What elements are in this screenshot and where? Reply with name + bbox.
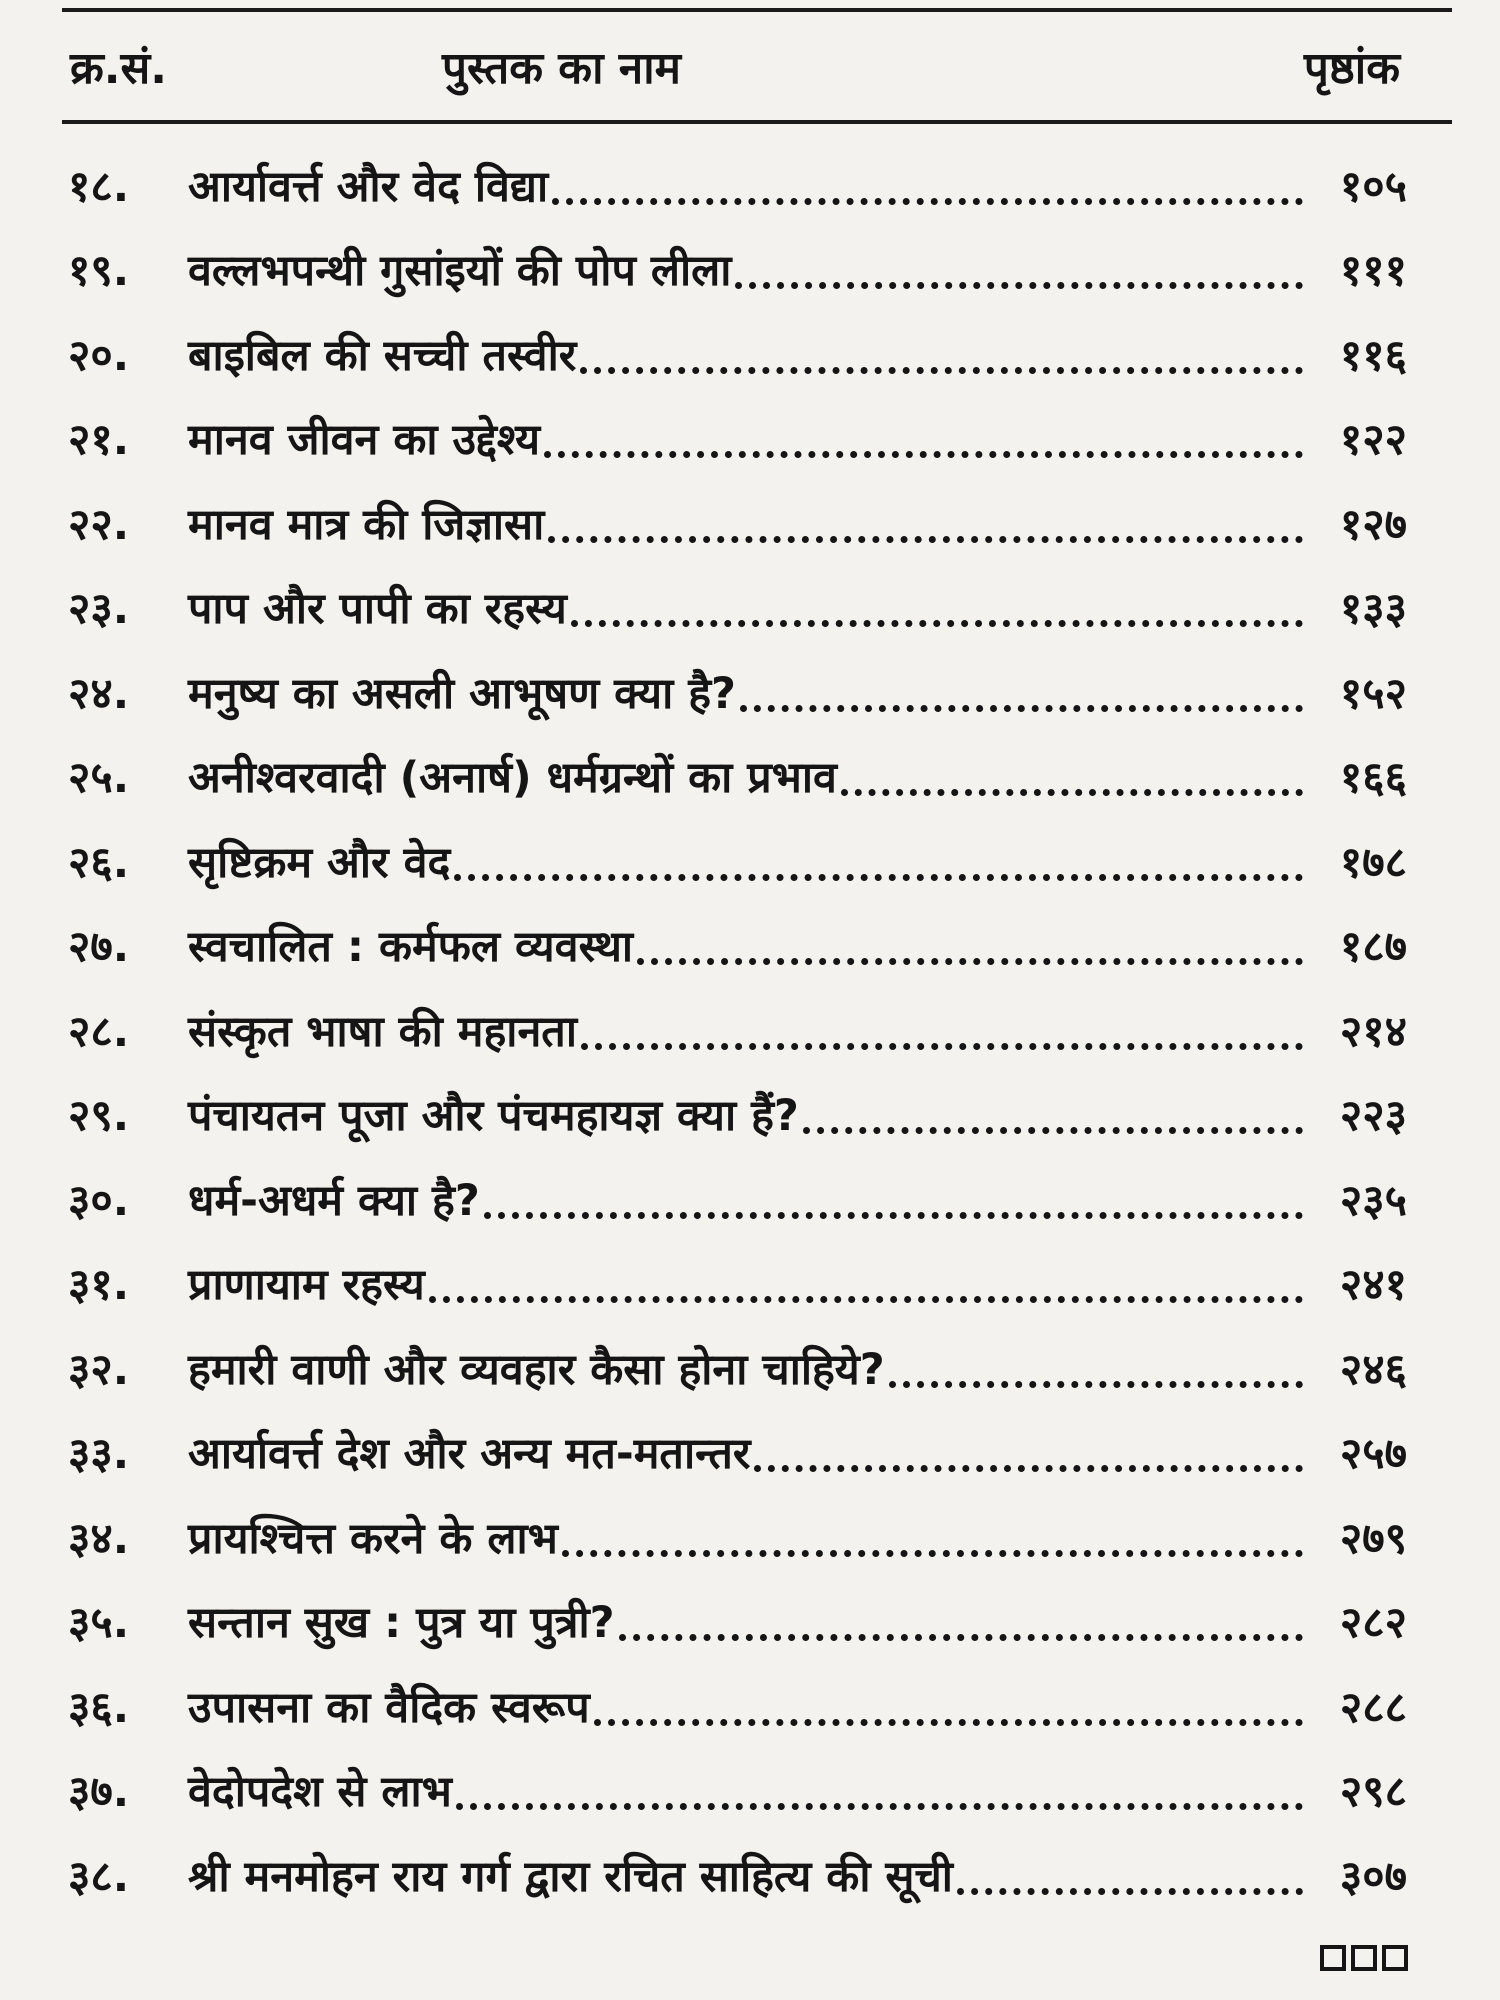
dot-leader	[841, 789, 1303, 796]
dot-leader	[594, 1719, 1303, 1726]
entry-title: बाइबिल की सच्ची तस्वीर	[188, 330, 577, 381]
entry-number: २८.	[68, 1006, 130, 1057]
dot-leader	[454, 874, 1303, 881]
entry-title: हमारी वाणी और व्यवहार कैसा होना चाहिये?	[188, 1344, 885, 1395]
toc-entry	[62, 1156, 1407, 1241]
entry-title: आर्यावर्त्त देश और अन्य मत-मतान्तर	[188, 1429, 751, 1480]
toc-entry	[62, 1410, 1407, 1495]
entry-number: २०.	[68, 330, 130, 381]
entry-number: २७.	[68, 922, 130, 973]
entry-title: मानव मात्र की जिज्ञासा	[188, 499, 545, 550]
toc-entry	[62, 1494, 1407, 1579]
entry-number: ३१.	[68, 1260, 130, 1311]
entry-title: श्री मनमोहन राय गर्ग द्वारा रचित साहित्य की सूची	[188, 1851, 953, 1902]
entry-page: १७८	[1339, 837, 1407, 888]
dot-leader	[740, 705, 1303, 712]
entry-page: २३५	[1339, 1175, 1407, 1226]
entry-page: २४६	[1339, 1344, 1407, 1395]
entry-number: ३५.	[68, 1598, 130, 1649]
toc-entry	[62, 1325, 1407, 1410]
entry-page: १६६	[1339, 753, 1407, 804]
toc-entry	[62, 1072, 1407, 1157]
entry-page: ३०७	[1339, 1851, 1407, 1902]
toc-entry	[62, 734, 1407, 819]
entry-title: स्वचालित : कर्मफल व्यवस्था	[188, 922, 634, 973]
entry-number: २५.	[68, 753, 130, 804]
dot-leader	[754, 1465, 1303, 1472]
entry-title: वल्लभपन्थी गुसांइयों की पोप लीला	[188, 246, 732, 297]
entry-page: १५२	[1339, 668, 1407, 719]
entry-number: २९.	[68, 1091, 130, 1142]
entry-page: २५७	[1339, 1429, 1407, 1480]
dot-leader	[548, 536, 1303, 543]
entry-page: १०५	[1339, 161, 1407, 212]
entry-page: २७९	[1339, 1513, 1407, 1564]
dot-leader	[580, 367, 1303, 374]
entry-number: १८.	[68, 161, 130, 212]
header-title: पुस्तक का नाम	[442, 43, 681, 94]
toc-entry	[62, 1748, 1407, 1833]
entry-number: ३०.	[68, 1175, 130, 1226]
entry-page: १२२	[1339, 415, 1407, 466]
entry-page: २८२	[1339, 1598, 1407, 1649]
entry-title: पाप और पापी का रहस्य	[188, 584, 567, 635]
entry-number: १९.	[68, 246, 130, 297]
header-rule	[62, 120, 1452, 124]
toc-entry	[62, 1663, 1407, 1748]
entry-title: प्रायश्चित्त करने के लाभ	[188, 1513, 558, 1564]
header-number: क्र.सं.	[70, 43, 167, 94]
entry-page: १८७	[1339, 922, 1407, 973]
toc-entry	[62, 565, 1407, 650]
entry-number: ३७.	[68, 1767, 130, 1818]
entry-number: ३४.	[68, 1513, 130, 1564]
dot-leader	[735, 282, 1303, 289]
toc-entry	[62, 903, 1407, 988]
entry-number: २२.	[68, 499, 130, 550]
toc-entry	[62, 227, 1407, 312]
entry-page: १३३	[1339, 584, 1407, 635]
toc-entry	[62, 396, 1407, 481]
entry-title: आर्यावर्त्त और वेद विद्या	[188, 161, 549, 212]
entry-title: सन्तान सुख : पुत्र या पुत्री?	[188, 1598, 615, 1649]
header-page: पृष्ठांक	[1303, 43, 1400, 94]
end-box	[1351, 1945, 1377, 1971]
toc-entry	[62, 1579, 1407, 1664]
dot-leader	[803, 1127, 1303, 1134]
entry-number: २१.	[68, 415, 130, 466]
entry-title: धर्म-अधर्म क्या है?	[188, 1175, 480, 1226]
entry-number: २६.	[68, 837, 130, 888]
entry-number: ३२.	[68, 1344, 130, 1395]
entry-page: २२३	[1339, 1091, 1407, 1142]
table-header	[62, 30, 1400, 110]
dot-leader	[552, 198, 1303, 205]
entry-title: मनुष्य का असली आभूषण क्या है?	[188, 668, 736, 719]
entry-number: ३३.	[68, 1429, 130, 1480]
entry-title: उपासना का वैदिक स्वरूप	[188, 1682, 590, 1733]
toc-entry	[62, 311, 1407, 396]
entry-page: २४१	[1339, 1260, 1407, 1311]
entry-title: संस्कृत भाषा की महानता	[188, 1006, 577, 1057]
entry-number: २४.	[68, 668, 130, 719]
entry-page: १११	[1339, 246, 1407, 297]
dot-leader	[429, 1296, 1303, 1303]
entry-number: २३.	[68, 584, 130, 635]
toc-entry	[62, 1241, 1407, 1326]
end-box	[1320, 1945, 1346, 1971]
end-box	[1382, 1945, 1408, 1971]
dot-leader	[544, 451, 1303, 458]
entry-page: २८८	[1339, 1682, 1407, 1733]
entry-number: ३६.	[68, 1682, 130, 1733]
dot-leader	[571, 620, 1303, 627]
entry-title: वेदोपदेश से लाभ	[188, 1767, 452, 1818]
dot-leader	[957, 1888, 1303, 1895]
entry-title: मानव जीवन का उद्देश्य	[188, 415, 541, 466]
end-mark	[1320, 1945, 1408, 1971]
dot-leader	[619, 1634, 1303, 1641]
top-rule	[62, 8, 1452, 12]
entry-title: सृष्टिक्रम और वेद	[188, 837, 451, 888]
toc-entry	[62, 818, 1407, 903]
toc-entry	[62, 480, 1407, 565]
toc-entry	[62, 987, 1407, 1072]
entry-page: १२७	[1339, 499, 1407, 550]
toc-list	[62, 142, 1407, 1917]
dot-leader	[456, 1803, 1303, 1810]
dot-leader	[581, 1043, 1303, 1050]
entry-page: ११६	[1339, 330, 1407, 381]
entry-title: अनीश्वरवादी (अनार्ष) धर्मग्रन्थों का प्रभाव	[188, 753, 837, 804]
entry-number: ३८.	[68, 1851, 130, 1902]
toc-entry	[62, 1832, 1407, 1917]
dot-leader	[637, 958, 1303, 965]
dot-leader	[562, 1550, 1303, 1557]
entry-title: पंचायतन पूजा और पंचमहायज्ञ क्या हैं?	[188, 1091, 799, 1142]
toc-entry	[62, 142, 1407, 227]
entry-page: २९८	[1339, 1767, 1407, 1818]
toc-entry	[62, 649, 1407, 734]
dot-leader	[484, 1212, 1303, 1219]
entry-title: प्राणायाम रहस्य	[188, 1260, 425, 1311]
entry-page: २१४	[1339, 1006, 1407, 1057]
dot-leader	[889, 1381, 1303, 1388]
